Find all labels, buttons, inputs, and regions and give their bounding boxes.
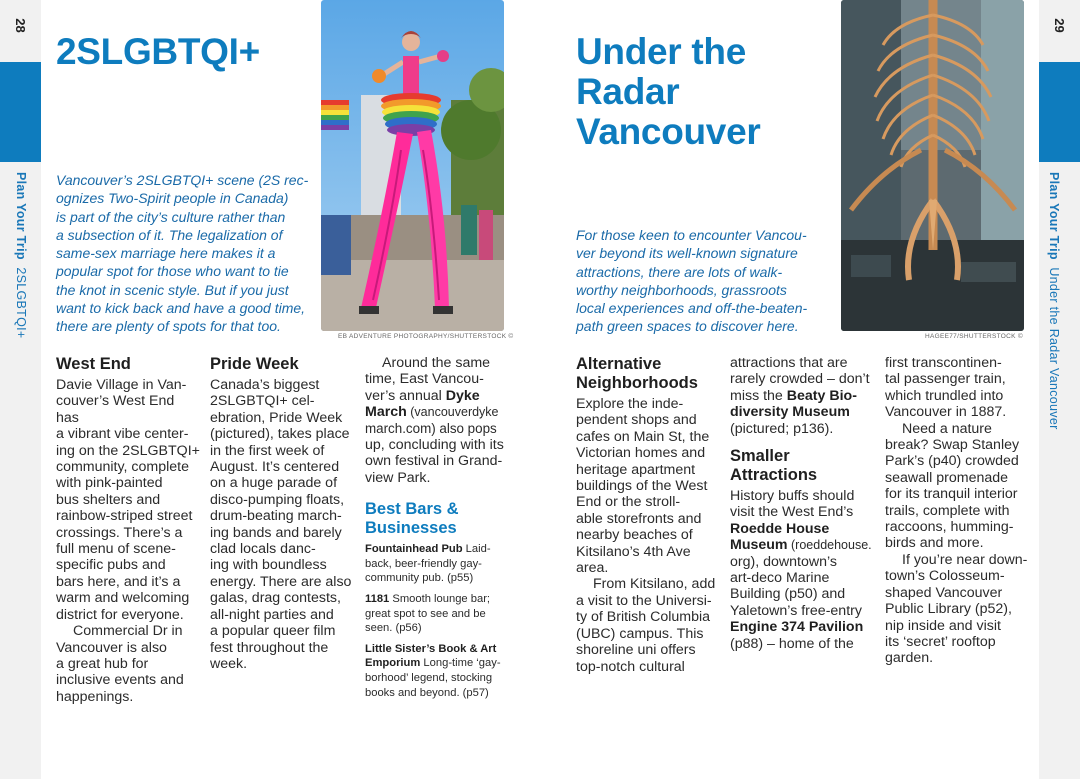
pride-week-heading: Pride Week	[210, 355, 299, 373]
beaty-museum-name: Beaty Bio-	[786, 387, 857, 404]
page-title-left: 2SLGBTQI+	[56, 31, 260, 72]
alternative-neighborhoods-heading: Alternative Neighborhoods	[576, 355, 698, 392]
smaller-attractions-heading: Smaller Attractions	[730, 447, 818, 485]
stilt-walker-image	[321, 0, 504, 331]
side-label-section: Plan Your Trip	[1047, 172, 1061, 260]
pride-parade-photo	[321, 0, 504, 331]
photo-credit-left: EB ADVENTURE PHOTOGRAPHY/SHUTTERSTOCK ©	[338, 333, 514, 340]
side-label-left	[14, 172, 28, 338]
whale-skeleton-image	[841, 0, 1024, 331]
smaller-attractions-section: attractions that are rarely crowded – don’t miss the Beaty Bio- diversity Museum (pictured; p136). Smaller Attractions History buffs should visit the West End’s Roedde House Museum (roeddehouse. org), downtown’s art-deco Marine Building (p50) and Yaletown’s free-entry Engine 374 Pavilion (p88) – home of the	[730, 355, 880, 652]
page-number-left: 28	[13, 18, 28, 33]
page-title-right: Under the Radar Vancouver	[576, 31, 761, 152]
best-bars-heading: Best Bars & Businesses	[365, 500, 459, 538]
pride-week-section: Pride Week Canada’s biggest 2SLGBTQI+ cel- ebration, Pride Week (pictured), takes place in the first week of August. It’s centered on a huge parade of disco-pumping floats, drum-beating march- ing bands and barely clad locals danc- ing with boundless energy. There are also galas, drag contests, all-night parties and a popular queer film fest throughout the week.	[210, 355, 360, 672]
side-label-right	[1047, 172, 1061, 430]
page-number-right: 29	[1052, 18, 1067, 33]
left-page-edge	[0, 0, 41, 779]
dyke-march-name: Dyke	[445, 387, 480, 404]
chapter-tab-left	[0, 62, 41, 162]
side-label-topic: 2SLGBTQI+	[14, 267, 28, 339]
bar-entry-fountainhead: Fountainhead Pub Laid- back, beer-friendly gay- community pub. (p55)	[365, 543, 491, 585]
intro-text-left: Vancouver’s 2SLGBTQI+ scene (2S rec- ognizes Two-Spirit people in Canada) is part of the city’s culture rather than a subsection of it. The legalization of same-sex marriage here makes it a popular spot for those who want to tie the knot in scenic style. But if you just want to kick back and have a good time, there are plenty of spots for that too.	[56, 172, 309, 335]
dyke-march-and-bars-section: Around the same time, East Vancou- ver’s annual Dyke March (vancouverdyke march.com) also pops up, concluding with its own festival in Grand- view Park. Best Bars & Businesses Fountainhead Pub Laid- back, beer-friendly gay- community pub. (p55) 1181 Smooth lounge bar; great spot to see and be seen. (p56) Little Sister’s Book & Art Emporium Long-time ‘gay- borhood’ legend, stocking books and beyond. (p57)	[365, 355, 515, 706]
photo-credit-right: HAGEE77/SHUTTERSTOCK ©	[925, 333, 1023, 340]
bar-entry-little-sisters: Little Sister’s Book & Art Emporium Long-time ‘gay- borhood’ legend, stocking books and beyond. (p57)	[365, 642, 501, 699]
west-end-heading: West End	[56, 355, 131, 373]
side-label-section: Plan Your Trip	[14, 172, 28, 260]
chapter-tab-right	[1039, 62, 1080, 162]
whale-skeleton-photo	[841, 0, 1024, 331]
bar-entry-1181: 1181 Smooth lounge bar; great spot to see and be seen. (p56)	[365, 593, 491, 635]
west-end-section: West End Davie Village in Van- couver’s West End has a vibrant vibe center- ing on the 2SLGBTQI+ community, complete with pink-painted bus shelters and rainbow-striped street crossings. There’s a full menu of scene- specific pubs and bars here, and it’s a warm and welcoming district for everyone. Commercial Dr in Vancouver is also a great hub for inclusive events and happenings.	[56, 355, 200, 705]
side-label-topic: Under the Radar Vancouver	[1047, 267, 1061, 430]
alternative-neighborhoods-section: Alternative Neighborhoods Explore the inde- pendent shops and cafes on Main St, the Victorian homes and heritage apartment buildings of the West End or the stroll- able storefronts and nearby beaches of Kitsilano’s 4th Ave area. From Kitsilano, add a visit to the Universi- ty of British Columbia (UBC) campus. This shoreline uni offers top-notch cultural	[576, 355, 726, 675]
intro-text-right: For those keen to encounter Vancou- ver beyond its well-known signature attractions, there are lots of walk- worthy neighborhoods, grassroots local experiences and off-the-beaten- path green spaces to discover here.	[576, 227, 808, 335]
nature-and-library-section: first transcontinen- tal passenger train, which trundled into Vancouver in 1887. Need a nature break? Swap Stanley Park’s (p40) crowded seawall promenade for its tranquil interior trails, complete with raccoons, humming- birds and more. If you’re near down- town’s Colosseum- shaped Vancouver Public Library (p52), nip inside and visit its ‘secret’ rooftop garden.	[885, 355, 1028, 667]
